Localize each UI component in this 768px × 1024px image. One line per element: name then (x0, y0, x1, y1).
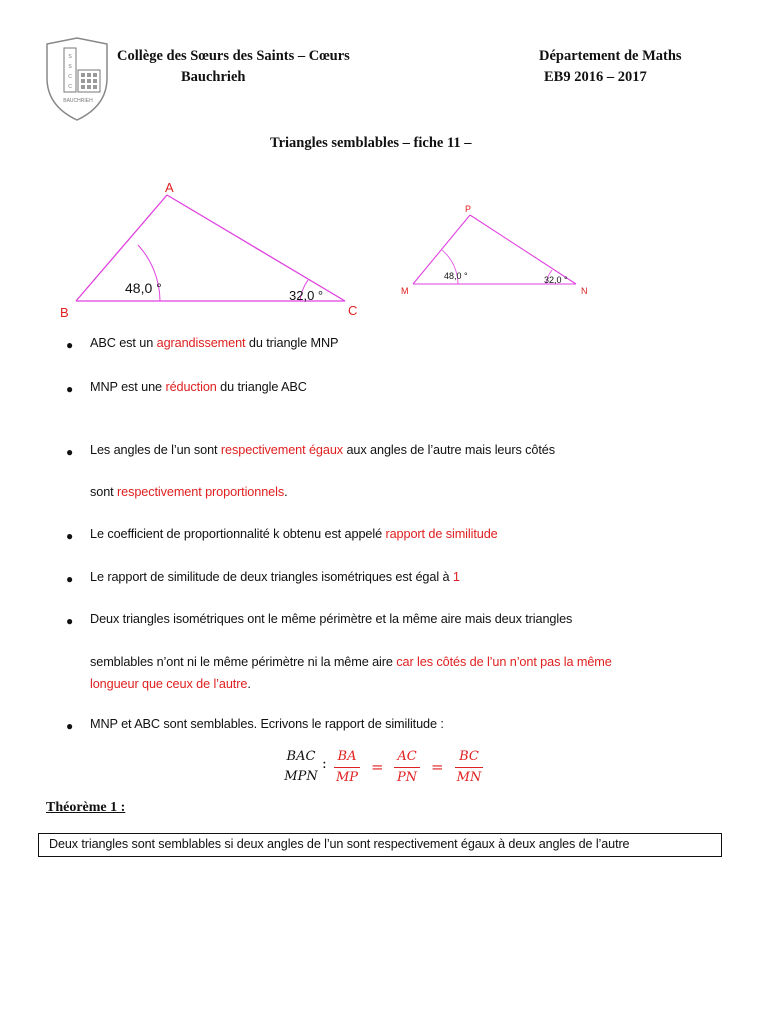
equals-sign: = (371, 758, 384, 776)
bullet-2 (90, 380, 307, 394)
logo-side-4: C (68, 84, 72, 90)
page-title: Triangles semblables – fiche 11 – (270, 135, 472, 151)
shield-icon (42, 36, 112, 122)
colon-sign: : (322, 756, 327, 772)
bullet-dot: ● (66, 445, 74, 459)
text: Deux triangles isométriques ont le même périmètre et la même aire mais deux triangles (90, 612, 573, 626)
text: MNP et ABC sont semblables. Ecrivons le rapport de similitude : (90, 717, 444, 731)
highlight: longueur que ceux de l’autre (90, 677, 248, 691)
triangle-mnp-figure (398, 200, 598, 300)
bullet-dot: ● (66, 719, 74, 733)
class-year: EB9 2016 – 2017 (544, 69, 647, 85)
theorem-title: Théorème 1 : (46, 800, 126, 815)
denominator: MN (456, 770, 482, 785)
school-name: Collège des Sœurs des Saints – Cœurs (117, 48, 350, 64)
theorem-text: Deux triangles sont semblables si deux angles de l’un sont respectivement égaux à deux angles de l’autre (49, 837, 630, 851)
equals-sign: = (431, 758, 444, 776)
text: du triangle ABC (216, 380, 307, 394)
text: aux angles de l’autre mais leurs côtés (343, 443, 555, 457)
bullet-4 (90, 527, 498, 541)
fraction-bar (455, 767, 483, 768)
angle-m-label: 48,0 ° (444, 271, 468, 281)
text: semblables n’ont ni le même périmètre ni la même aire (90, 655, 397, 669)
bullet-3-cont (90, 485, 288, 499)
fraction-bar (334, 767, 360, 768)
bullet-7 (90, 717, 444, 731)
logo-text: BAUCHRIEH (63, 98, 93, 104)
angle-c-label: 32,0 ° (289, 288, 324, 303)
highlight: respectivement proportionnels (117, 485, 285, 499)
bullet-dot: ● (66, 614, 74, 628)
bullet-dot: ● (66, 338, 74, 352)
triangle-abc-figure (40, 180, 380, 325)
numerator: BAC (286, 749, 316, 764)
highlight: 1 (452, 570, 460, 584)
theorem-box (38, 833, 722, 857)
numerator: BC (459, 749, 479, 764)
side-ac (167, 195, 345, 301)
denominator: MP (335, 770, 359, 785)
fraction-ba-mp (334, 748, 360, 787)
bullet-dot: ● (66, 572, 74, 586)
highlight: car les côtés de l’un n’ont pas la même (396, 655, 612, 669)
department: Département de Maths (539, 48, 682, 64)
vertex-b: B (60, 305, 69, 320)
fraction-bac-mpn (283, 748, 319, 786)
vertex-a: A (165, 180, 174, 195)
logo-side-3: C (68, 74, 72, 80)
logo-side-1: S (68, 54, 72, 60)
numerator: BA (337, 749, 357, 764)
vertex-p: P (465, 204, 472, 214)
bullet-dot: ● (66, 529, 74, 543)
vertex-c: C (348, 303, 358, 318)
highlight: rapport de similitude (385, 527, 498, 541)
vertex-n: N (581, 286, 588, 296)
text: Le coefficient de proportionnalité k obtenu est appelé (90, 527, 386, 541)
bullet-5 (90, 570, 460, 584)
fraction-bc-mn (455, 748, 483, 787)
text: sont (90, 485, 118, 499)
side-pn (470, 215, 576, 284)
bullet-6-cont2 (90, 677, 251, 691)
bullet-6-cont (90, 655, 612, 669)
school-logo (42, 36, 112, 122)
bullet-6 (90, 612, 572, 626)
angle-n-label: 32,0 ° (544, 275, 568, 285)
bullet-1 (90, 336, 338, 350)
text: Les angles de l’un sont (90, 443, 221, 457)
text: . (284, 485, 288, 499)
fraction-bar (394, 767, 420, 768)
text: ABC est un (90, 336, 157, 350)
school-town: Bauchrieh (181, 69, 246, 85)
fraction-ac-pn (394, 748, 420, 787)
bullet-3 (90, 443, 555, 457)
highlight: respectivement égaux (220, 443, 344, 457)
angle-b-label: 48,0 ° (125, 280, 162, 296)
highlight: réduction (165, 380, 217, 394)
highlight: agrandissement (156, 336, 246, 350)
text: MNP est une (90, 380, 166, 394)
denominator: MPN (284, 769, 318, 784)
vertex-m: M (401, 286, 409, 296)
text: . (247, 677, 251, 691)
numerator: AC (397, 749, 417, 764)
bullet-dot: ● (66, 382, 74, 396)
denominator: PN (396, 770, 418, 785)
text: Le rapport de similitude de deux triangles isométriques est égal à (90, 570, 453, 584)
text: du triangle MNP (245, 336, 339, 350)
logo-side-2: S (68, 64, 72, 70)
